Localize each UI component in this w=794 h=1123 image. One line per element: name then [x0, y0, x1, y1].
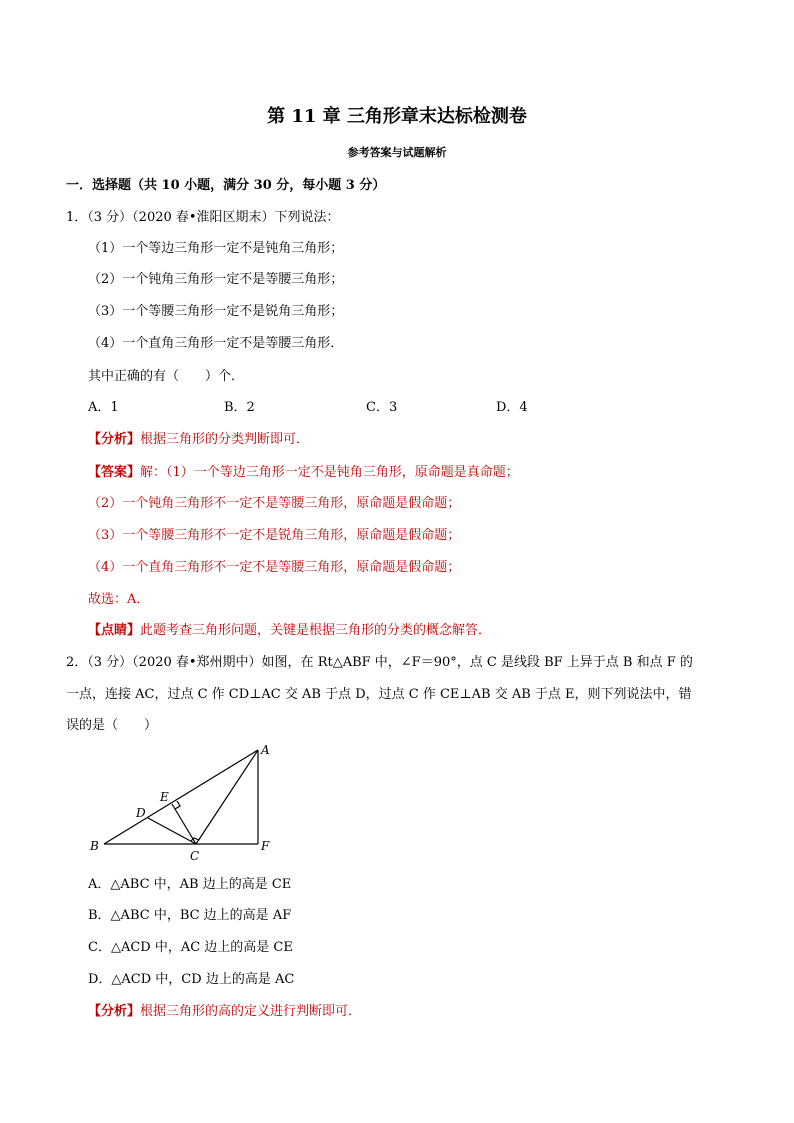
comment-tag: 【点睛】: [88, 623, 141, 638]
q2-analysis: [88, 1004, 361, 1020]
q2-stem-line-3: 误的是（ ）: [66, 718, 158, 733]
q1-question: 其中正确的有（ ）个．: [88, 369, 245, 384]
analysis-tag: 【分析】: [88, 1004, 141, 1019]
q2-option-a: A．△ABC 中，AB 边上的高是 CE: [88, 877, 292, 892]
label-b: B: [90, 839, 99, 853]
comment-text: 此题考查三角形问题，关键是根据三角形的分类的概念解答．: [140, 623, 492, 638]
q1-comment: [88, 623, 491, 639]
section-heading: 一．选择题（共 10 小题，满分 30 分，每小题 3 分）: [66, 178, 386, 193]
segment-ab: [104, 750, 258, 844]
q1-item-1: （1）一个等边三角形一定不是钝角三角形；: [88, 241, 344, 256]
label-e: E: [160, 790, 169, 804]
q1-item-2: （2）一个钝角三角形一定不是等腰三角形；: [88, 272, 344, 287]
q1-item-4: （4）一个直角三角形一定不是等腰三角形．: [88, 336, 344, 351]
q1-analysis: [88, 432, 309, 448]
q1-answer: [88, 465, 519, 481]
q2-stem-line-1: 2．（3 分）（2020 春•郑州期中）如图，在 Rt△ABF 中，∠F＝90°，点 C 是线段 BF 上异于点 B 和点 F 的: [66, 655, 693, 670]
analysis-text: 根据三角形的分类判断即可．: [140, 432, 310, 447]
q2-option-b: B．△ABC 中，BC 边上的高是 AF: [88, 908, 292, 923]
q2-option-d: D．△ACD 中，CD 边上的高是 AC: [88, 972, 295, 987]
analysis-tag: 【分析】: [88, 432, 141, 447]
analysis-text: 根据三角形的高的定义进行判断即可．: [140, 1004, 362, 1019]
q2-option-c: C．△ACD 中，AC 边上的高是 CE: [88, 940, 293, 955]
q1-choice: 故选：A．: [88, 592, 150, 607]
q1-item-3: （3）一个等腰三角形一定不是锐角三角形；: [88, 304, 344, 319]
label-a: A: [261, 743, 270, 757]
segment-ac: [196, 750, 258, 844]
page-title: 第 11 章 三角形章末达标检测卷: [267, 106, 527, 127]
answer-tag: 【答案】: [88, 465, 141, 480]
label-f: F: [261, 839, 270, 853]
page-subtitle: 参考答案与试题解析: [347, 146, 447, 159]
answer-line-2: （2）一个钝角三角形不一定不是等腰三角形，原命题是假命题；: [88, 496, 461, 511]
label-c: C: [190, 849, 200, 863]
q1-option-c: C．3: [366, 400, 398, 415]
answer-line-3: （3）一个等腰三角形不一定不是锐角三角形，原命题是假命题；: [88, 528, 461, 543]
q1-option-b: B．2: [224, 400, 255, 415]
answer-line-4: （4）一个直角三角形不一定不是等腰三角形，原命题是假命题；: [88, 560, 461, 575]
q1-option-a: A．1: [88, 400, 119, 415]
label-d: D: [136, 806, 146, 820]
q1-option-d: D．4: [496, 400, 528, 415]
q1-stem: 1．（3 分）（2020 春•淮阳区期末）下列说法：: [66, 210, 340, 225]
answer-line-1: 解：（1）一个等边三角形一定不是钝角三角形，原命题是真命题；: [140, 465, 519, 480]
triangle-figure: [80, 738, 290, 866]
right-angle-mark-e: [175, 801, 180, 809]
q2-stem-line-2: 一点，连接 AC，过点 C 作 CD⊥AC 交 AB 于点 D，过点 C 作 CE⊥AB 交 AB 于点 E，则下列说法中，错: [66, 687, 692, 702]
